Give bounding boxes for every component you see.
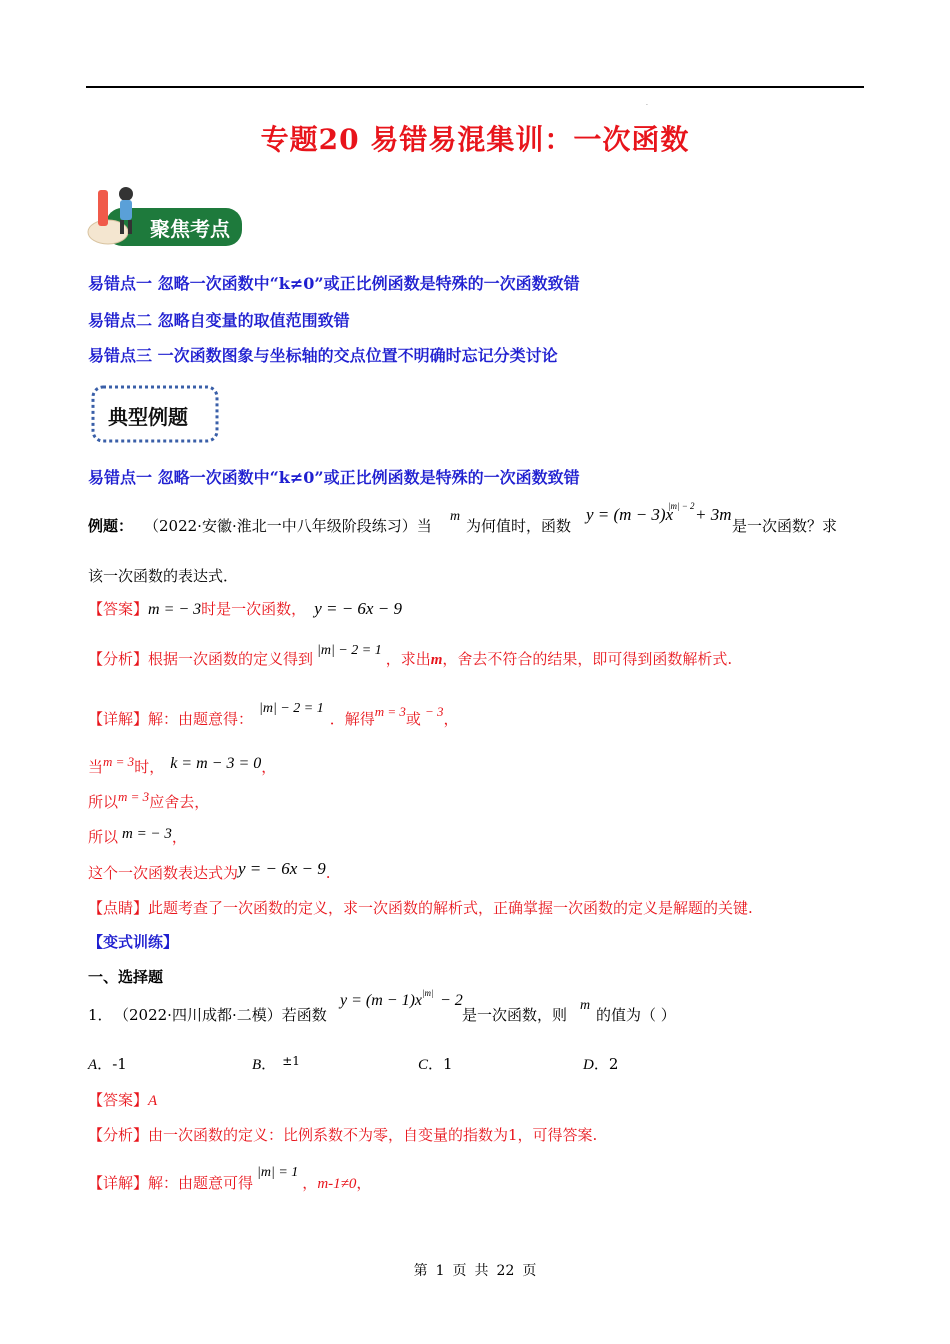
step2-math: m = 3 xyxy=(118,789,150,804)
example-var-m: m xyxy=(450,509,461,524)
answer1-line xyxy=(88,598,788,620)
typical-badge-icon xyxy=(90,384,220,444)
q1-num: 1． xyxy=(88,1006,113,1024)
step3-math: m = − 3 xyxy=(122,826,172,842)
detail2-text3: ， xyxy=(356,1174,372,1192)
detail1-comma: ， xyxy=(443,710,459,728)
analysis1-text1: 根据一次函数的定义得到 xyxy=(148,650,314,668)
detail2-text1: 解：由题意可得 xyxy=(148,1174,254,1192)
detail1-text2: ．解得 xyxy=(329,710,375,728)
step2-post: 应舍去， xyxy=(149,793,210,811)
focus-point-1: 易错点一 忽略一次函数中“k≠0”或正比例函数是特殊的一次函数致错 xyxy=(88,274,580,293)
focus-point-3: 易错点三 一次函数图象与坐标轴的交点位置不明确时忘记分类讨论 xyxy=(88,346,558,365)
header-dot: . xyxy=(646,100,648,107)
step1-mid: 时， xyxy=(134,758,165,776)
footer-mid1: 页 xyxy=(452,1263,467,1279)
step3-post: ， xyxy=(171,828,187,846)
detail1-neg3: − 3 xyxy=(424,704,444,719)
analysis1-text3: ，舍去不符合的结果，即可得到函数解析式. xyxy=(442,650,733,668)
footer-mid2: 共 xyxy=(474,1263,489,1279)
step1-pre: 当 xyxy=(88,758,104,776)
step2-pre: 所以 xyxy=(88,793,119,811)
detail2-line xyxy=(88,1165,372,1193)
example-formula: y = (m − 3)x xyxy=(586,505,674,524)
answer1-y: y = − 6x − 9 xyxy=(314,599,402,618)
option-c-text: 1 xyxy=(443,1055,453,1073)
detail1-line xyxy=(88,701,459,729)
option-b-text: ±1 xyxy=(282,1054,300,1068)
step4-math: y = − 6x − 9 xyxy=(238,859,326,878)
step-line-2 xyxy=(88,791,209,812)
page-title: 专题20 易错易混集训：一次函数 xyxy=(260,123,690,156)
answer2-label: 【答案】 xyxy=(88,1091,149,1109)
q1-formula-exp: |m| xyxy=(422,988,434,998)
option-b-letter: B xyxy=(252,1057,262,1073)
q1-formula: y = (m − 1)x xyxy=(340,992,423,1009)
detail1-label: 【详解】 xyxy=(88,710,149,728)
option-a[interactable]: A．-1 xyxy=(88,1055,127,1073)
focus-point-2: 易错点二 忽略自变量的取值范围致错 xyxy=(88,311,350,330)
option-a-letter: A xyxy=(88,1057,98,1073)
option-a-text: -1 xyxy=(112,1055,127,1073)
footer-pre: 第 xyxy=(413,1263,428,1279)
q1-var-m: m xyxy=(580,998,591,1013)
comment1-text: 此题考查了一次函数的定义，求一次函数的解析式，正确掌握一次函数的定义是解题的关键. xyxy=(148,899,753,917)
analysis1-label: 【分析】 xyxy=(88,650,149,668)
detail2-cond: m-1≠0 xyxy=(317,1176,357,1192)
example-line-2: 该一次函数的表达式． xyxy=(88,567,239,585)
answer1-label: 【答案】 xyxy=(88,600,149,618)
step-line-1 xyxy=(88,756,276,777)
footer-total: 22 xyxy=(496,1263,515,1279)
focus-badge-icon xyxy=(86,184,246,250)
focus-badge-label: 聚焦考点 xyxy=(150,217,230,241)
detail1-or: 或 xyxy=(405,710,421,728)
analysis1-line xyxy=(88,643,733,669)
example-formula-tail: + 3m xyxy=(695,505,732,524)
detail1-m3: m = 3 xyxy=(374,704,406,719)
detail1-text1: 解：由题意得： xyxy=(148,710,254,728)
step4-post: . xyxy=(325,864,331,882)
analysis1-eq: |m| − 2 = 1 xyxy=(317,643,382,658)
q1-formula-tail: − 2 xyxy=(440,992,463,1009)
step1-post: ， xyxy=(261,758,277,776)
option-d[interactable]: D．2 xyxy=(583,1055,619,1073)
example-formula-exp: |m| − 2 xyxy=(668,501,695,511)
footer-page: 1 xyxy=(435,1263,445,1279)
step3-pre: 所以 xyxy=(88,828,119,846)
analysis2-label: 【分析】 xyxy=(88,1126,149,1144)
q1-tail: 的值为（ ） xyxy=(596,1006,676,1024)
page-footer xyxy=(0,1260,950,1280)
analysis1-m: m xyxy=(430,652,443,668)
choice-heading: 一、选择题 xyxy=(88,968,164,986)
analysis1-text2: ，求出 xyxy=(385,650,431,668)
answer2-line xyxy=(88,1089,157,1110)
comment1-label: 【点睛】 xyxy=(88,899,149,917)
detail1-eq: |m| − 2 = 1 xyxy=(259,701,324,716)
analysis2-line xyxy=(88,1124,597,1145)
typical-badge-label: 典型例题 xyxy=(108,405,188,429)
answer2-value: A xyxy=(148,1093,158,1109)
comment1-line xyxy=(88,897,753,918)
option-b[interactable]: B． $^{\pm 1}$ xyxy=(252,1054,300,1073)
analysis2-text: 由一次函数的定义：比例系数不为零，自变量的指数为1，可得答案. xyxy=(148,1126,598,1144)
question-1 xyxy=(88,988,848,1032)
example-tail: 是一次函数？求 xyxy=(732,517,838,535)
step-line-3 xyxy=(88,826,187,847)
section1-heading: 易错点一 忽略一次函数中“k≠0”或正比例函数是特殊的一次函数致错 xyxy=(88,468,580,487)
q1-source: （2022·四川成都·二模）若函数 xyxy=(114,1006,327,1024)
detail2-eq: |m| = 1 xyxy=(257,1165,299,1180)
option-d-letter: D xyxy=(583,1057,594,1073)
detail2-label: 【详解】 xyxy=(88,1174,149,1192)
option-c-letter: C xyxy=(418,1057,429,1073)
answer1-m: m = − 3 xyxy=(148,601,202,618)
example-mid: 为何值时，函数 xyxy=(466,517,572,535)
header-rule xyxy=(86,86,864,88)
step-line-4 xyxy=(88,859,331,883)
variant-heading: 【变式训练】 xyxy=(88,933,179,951)
example-label: 例题： xyxy=(88,517,134,535)
step4-pre: 这个一次函数表达式为 xyxy=(88,864,239,882)
example-source: （2022·安徽·淮北一中八年级阶段练习）当 xyxy=(144,517,432,535)
option-c[interactable]: C．1 xyxy=(418,1055,453,1073)
step1-math2: k = m − 3 = 0 xyxy=(170,755,262,772)
detail2-text2: ， xyxy=(302,1174,318,1192)
step1-math: m = 3 xyxy=(103,754,135,769)
option-d-text: 2 xyxy=(608,1055,619,1073)
footer-post: 页 xyxy=(522,1263,537,1279)
q1-mid: 是一次函数，则 xyxy=(462,1006,568,1024)
answer1-text: 时是一次函数， xyxy=(201,600,307,618)
